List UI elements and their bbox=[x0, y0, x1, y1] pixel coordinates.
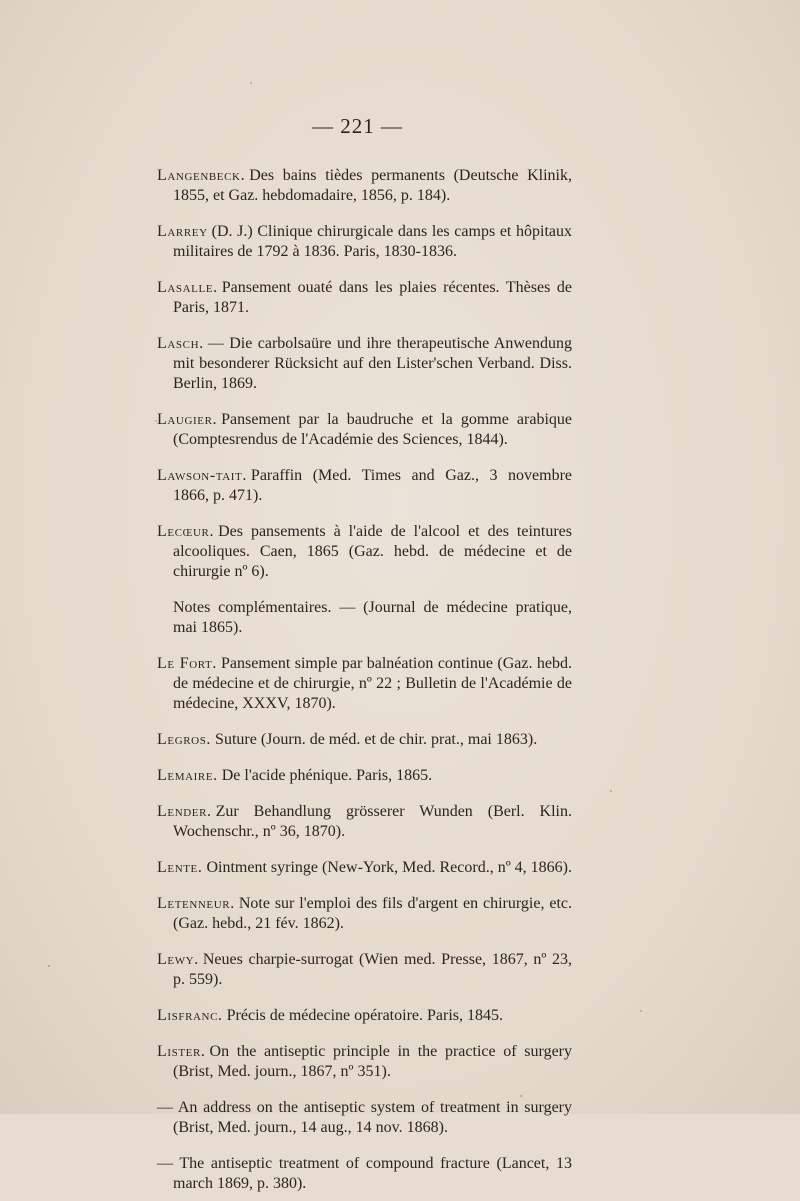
entry-author: Letenneur. bbox=[157, 895, 235, 912]
entry-text: Des bains tièdes permanents (Deutsche Klinik, 1855, et Gaz. hebdomadaire, 1856, p. 184). bbox=[173, 167, 572, 204]
entry-text: (D. J.) Clinique chirurgicale dans les camps et hôpitaux militaires de 1792 à 1836. Paris, 1830-1836. bbox=[173, 223, 572, 260]
entry-author: Lasch. bbox=[157, 335, 204, 352]
entry-text: De l'acide phénique. Paris, 1865. bbox=[221, 767, 433, 784]
entry-text: Notes complémentaires. — (Journal de médecine pratique, mai 1865). bbox=[173, 599, 572, 636]
entry-author: Laugier. bbox=[157, 411, 218, 428]
entry-author: Langenbeck. bbox=[157, 167, 246, 184]
bibliography-list bbox=[157, 150, 572, 1201]
bibliography-entry bbox=[157, 522, 572, 582]
bibliography-entry bbox=[157, 278, 572, 318]
bibliography-entry bbox=[157, 466, 572, 506]
entry-text: Zur Behandlung grösserer Wunden (Berl. Klin. Wochenschr., nº 36, 1870). bbox=[173, 803, 572, 840]
bibliography-entry bbox=[157, 222, 572, 262]
entry-text: Pansement simple par balnéation continue (Gaz. hebd. de médecine et de chirurgie, nº 22 ; Bulletin de l'Académie de médecine, XXXV, 1870). bbox=[173, 655, 572, 712]
paper-speck bbox=[155, 420, 157, 422]
paper-speck bbox=[640, 1010, 642, 1012]
bibliography-entry bbox=[157, 654, 572, 714]
entry-text: Neues charpie-surrogat (Wien med. Presse, 1867, nº 23, p. 559). bbox=[173, 951, 572, 988]
entry-author: Lemaire. bbox=[157, 767, 218, 784]
entry-author: Lewy. bbox=[157, 951, 199, 968]
paper-speck bbox=[520, 1095, 522, 1097]
entry-text: — An address on the antiseptic system of treatment in surgery (Brist, Med. journ., 14 aug., 14 nov. 1868). bbox=[157, 1099, 572, 1136]
entry-author: Lender. bbox=[157, 803, 212, 820]
entry-text: Note sur l'emploi des fils d'argent en chirurgie, etc. (Gaz. hebd., 21 fév. 1862). bbox=[173, 895, 572, 932]
entry-author: Larrey bbox=[157, 223, 208, 240]
paper-speck bbox=[48, 965, 50, 967]
entry-text: On the antiseptic principle in the practice of surgery (Brist, Med. journ., 1867, nº 351). bbox=[173, 1043, 572, 1080]
entry-author: Lente. bbox=[157, 859, 203, 876]
bibliography-entry bbox=[157, 334, 572, 394]
bibliography-entry bbox=[157, 802, 572, 842]
page-number: — 221 — bbox=[312, 114, 403, 138]
paper-speck bbox=[250, 82, 252, 84]
entry-text: Pansement ouaté dans les plaies récentes. Thèses de Paris, 1871. bbox=[173, 279, 572, 316]
entry-text: Ointment syringe (New-York, Med. Record., nº 4, 1866). bbox=[206, 859, 572, 876]
entry-text: Paraffin (Med. Times and Gaz., 3 novembre 1866, p. 471). bbox=[173, 467, 572, 504]
entry-text: — Die carbolsaüre und ihre therapeutische Anwendung mit besonderer Rücksicht auf den Lister'schen Verband. Diss. Berlin, 1869. bbox=[173, 335, 572, 392]
entry-author: Legros. bbox=[157, 731, 212, 748]
bibliography-entry bbox=[157, 1042, 572, 1082]
bibliography-entry-continuation bbox=[157, 1098, 572, 1138]
bibliography-entry bbox=[157, 166, 572, 206]
bibliography-entry-continuation bbox=[157, 598, 572, 638]
entry-text: Des pansements à l'aide de l'alcool et des teintures alcooliques. Caen, 1865 (Gaz. hebd. de médecine et de chirurgie nº 6). bbox=[173, 523, 572, 580]
bibliography-entry bbox=[157, 858, 572, 878]
bibliography-entry bbox=[157, 950, 572, 990]
entry-author: Lasalle. bbox=[157, 279, 218, 296]
bibliography-entry bbox=[157, 766, 572, 786]
paper-speck bbox=[610, 790, 612, 792]
bibliography-entry-continuation bbox=[157, 1154, 572, 1194]
entry-author: Lawson-tait. bbox=[157, 467, 247, 484]
entry-author: Lister. bbox=[157, 1043, 206, 1060]
entry-text: Pansement par la baudruche et la gomme arabique (Comptesrendus de l'Académie des Sciences, 1844). bbox=[173, 411, 572, 448]
entry-text: Précis de médecine opératoire. Paris, 1845. bbox=[226, 1007, 503, 1024]
bibliography-entry bbox=[157, 730, 572, 750]
entry-author: Lecœur. bbox=[157, 523, 215, 540]
entry-author: Lisfranc. bbox=[157, 1007, 223, 1024]
entry-author: Le Fort. bbox=[157, 655, 217, 672]
entry-text: Suture (Journ. de méd. et de chir. prat., mai 1863). bbox=[215, 731, 538, 748]
bibliography-entry bbox=[157, 410, 572, 450]
entry-text: — The antiseptic treatment of compound fracture (Lancet, 13 march 1869, p. 380). bbox=[157, 1155, 572, 1192]
bibliography-entry bbox=[157, 894, 572, 934]
bibliography-entry bbox=[157, 1006, 572, 1026]
